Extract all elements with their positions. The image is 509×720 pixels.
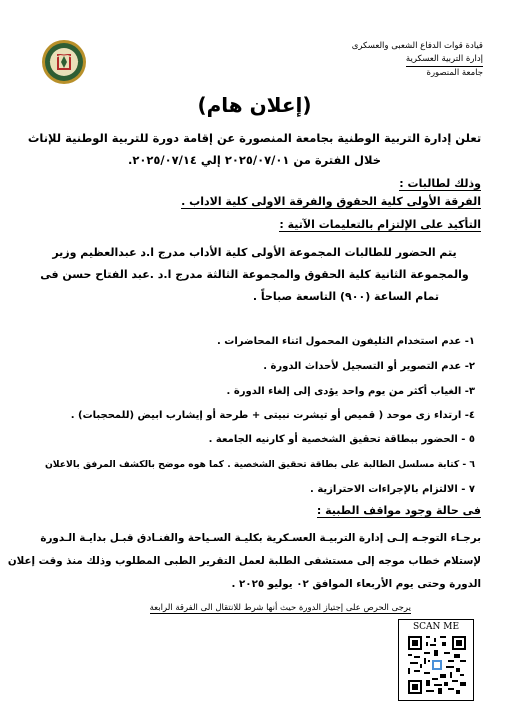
rule-item: ٢- عدم التصوير أو التسجيل لأحداث الدورة .	[263, 361, 475, 372]
qr-code-box[interactable]	[398, 619, 474, 701]
instructions-heading: التأكيد على الإلتزام بالتعليمات الآتية :	[279, 218, 481, 231]
intro-line-2: خلال الفترة من ٢٠٢٥/٠٧/٠١ إلي ٢٠٢٥/٠٧/١٤.	[127, 153, 382, 167]
org-line-2: إدارة التربية العسكرية	[406, 53, 483, 67]
rule-item: ٤- ارتداء زى موحد ( قميص أو تيشرت نبيتى + طرحة أو إيشارب ابيض (للمحجبات) .	[70, 410, 475, 421]
rule-item: ١- عدم استخدام التليفون المحمول اثناء المحاضرات .	[217, 336, 475, 347]
rule-item: ٥ - الحضور ببطاقة تحقيق الشخصية أو كارنيه الجامعة .	[208, 434, 475, 445]
announcement-title: (إعلان هام)	[197, 93, 312, 117]
attendance-line-1: يتم الحضور للطالبات المجموعة الأولى كلية الأداب مدرج ا.د عبدالعظيم وزير	[52, 246, 457, 259]
qr-code-icon[interactable]	[408, 636, 466, 694]
rule-item: ٦ - كتابة مسلسل الطالبة على بطاقة تحقيق الشخصية . كما هوه موضح بالكشف المرفق بالاعلان	[44, 459, 475, 470]
attendance-line-3: تمام الساعة (٩٠٠) التاسعة صباحاً .	[252, 290, 439, 303]
org-line-3: جامعة المنصورة	[426, 68, 483, 78]
rule-item: ٣- الغياب أكثر من يوم واحد يؤدى إلى إلغاء الدورة .	[226, 386, 475, 397]
issuer-header	[283, 40, 483, 80]
footer-note: يرجى الحرص على إجتياز الدورة حيث أنها شرط للانتقال الى الفرقة الرابعة	[149, 603, 411, 613]
attendance-line-2: والمجموعة الثانية كلية الحقوق والمجموعة الثالثة مدرج ا.د .عبد الفتاح حسن فى	[40, 268, 469, 281]
audience-groups: الفرقة الأولى كلية الحقوق والفرقة الاولى كلية الاداب .	[181, 195, 481, 208]
org-line-1: قيادة قوات الدفاع الشعبى والعسكرى	[351, 41, 483, 51]
medical-paragraph-line-2: لإستلام خطاب موجه إلى مستشفى الطلبة لعمل التقرير الطبى المطلوب وذلك منذ وقت إعلان	[7, 555, 481, 567]
emblem-logo-icon	[40, 38, 88, 86]
intro-line-1: تعلن إدارة التربية الوطنية بجامعة المنصورة عن إقامة دورة للتربية الوطنية للإناث	[27, 131, 482, 145]
medical-paragraph-line-3: الدورة وحتى يوم الأربعاء الموافق ٠٢ يوليو ٢٠٢٥ .	[231, 578, 481, 590]
rule-item: ٧ - الالتزام بالإجراءات الاحترازية .	[310, 484, 475, 495]
qr-label: SCAN ME	[412, 622, 460, 632]
medical-paragraph-line-1: برجـاء التوجـه إلـى إدارة التربيـة العسـكرية بكليـة السـياحة والفنـادق قبـل بدايـة الـدورة	[40, 532, 481, 544]
medical-heading: فى حالة وجود مواقف الطبية :	[316, 504, 481, 517]
audience-heading: وذلك لطالبات :	[399, 177, 481, 190]
